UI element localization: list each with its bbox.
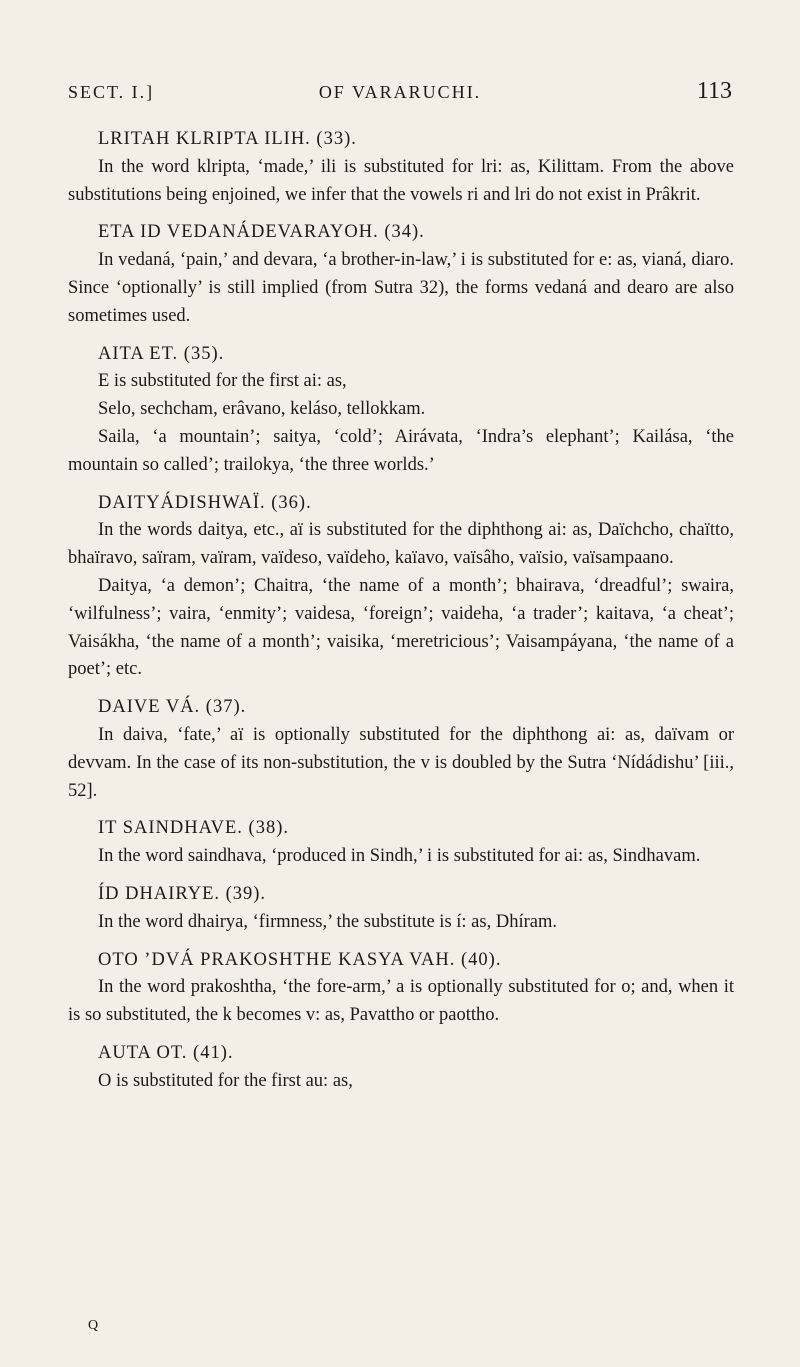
signature-mark: Q	[88, 1318, 99, 1333]
rule-heading-37: DAIVE VÁ. (37).	[98, 697, 247, 718]
rule-heading-33: LRITAH KLRIPTA ILIH. (33).	[98, 129, 357, 149]
page-number: 113	[696, 78, 732, 104]
rule-heading-40: OTO ’DVÁ PRAKOSHTHE KASYA VAH. (40).	[98, 949, 502, 970]
rule-heading-41: AUTA OT. (41).	[98, 1042, 234, 1063]
paragraph: Daitya, ‘a demon’; Chaitra, ‘the name of a month’; bhairava, ‘dreadful’; swaira, ‘wilfulness’; vaira, ‘enmity’; vaidesa, ‘foreign’; vaideha, ‘a trader’; kaitava, ‘a cheat’; Vaisákha, ‘the name of a month’; vaisika, ‘meretricious’; Vaisampáyana, ‘the name of a poet’; etc.	[68, 575, 734, 680]
section-marker: SECT. I.]	[68, 82, 155, 102]
running-title: OF VARARUCHI.	[318, 82, 482, 102]
rule-heading-35: AITA ET. (35).	[98, 343, 225, 364]
rule-heading-36: DAITYÁDISHWAÏ. (36).	[98, 492, 312, 513]
paragraph: In daiva, ‘fate,’ aï is optionally substituted for the diphthong ai: as, daïvam or devvam. In the case of its non-substitution, the v is doubled by the Sutra ‘Nídádishu’ [iii., 52].	[68, 724, 734, 801]
paragraph: E is substituted for the first ai: as,	[98, 371, 347, 392]
rule-heading-38: IT SAINDHAVE. (38).	[98, 818, 289, 839]
paragraph: In vedaná, ‘pain,’ and devara, ‘a brother-in-law,’ i is substituted for e: as, vianá, diaro. Since ‘optionally’ is still implied (from Sutra 32), the forms vedaná and dearo are also sometimes used.	[68, 250, 734, 326]
running-head	[68, 78, 732, 108]
page-body	[68, 126, 734, 1096]
paragraph: In the word klripta, ‘made,’ ili is substituted for lri: as, Kilittam. From the above substitutions being enjoined, we infer that the vowels ri and lri do not exist in Prâkrit.	[68, 156, 734, 205]
example-line: Selo, sechcham, erâvano, keláso, tellokkam.	[98, 399, 426, 420]
paragraph: In the word saindhava, ‘produced in Sindh,’ i is substituted for ai: as, Sindhavam.	[98, 846, 701, 867]
paragraph: Saila, ‘a mountain’; saitya, ‘cold’; Airávata, ‘Indra’s elephant’; Kailása, ‘the mountain so called’; trailokya, ‘the three worlds.’	[68, 426, 734, 475]
paragraph: In the words daitya, etc., aï is substituted for the diphthong ai: as, Daïchcho, chaïtto, bhaïravo, saïram, vaïram, vaïdeso, vaïdeho, kaïavo, vaïsâho, vaïsio, vaïsampaano.	[68, 520, 734, 569]
rule-heading-39: ÍD DHAIRYE. (39).	[98, 883, 267, 904]
rule-heading-34: ETA ID VEDANÁDEVARAYOH. (34).	[98, 222, 425, 243]
paragraph: In the word prakoshtha, ‘the fore-arm,’ a is optionally substituted for o; and, when it is so substituted, the k becomes v: as, Pavattho or paottho.	[68, 977, 734, 1026]
paragraph: In the word dhairya, ‘firmness,’ the substitute is í: as, Dhíram.	[98, 911, 557, 932]
paragraph: O is substituted for the first au: as,	[98, 1070, 353, 1091]
